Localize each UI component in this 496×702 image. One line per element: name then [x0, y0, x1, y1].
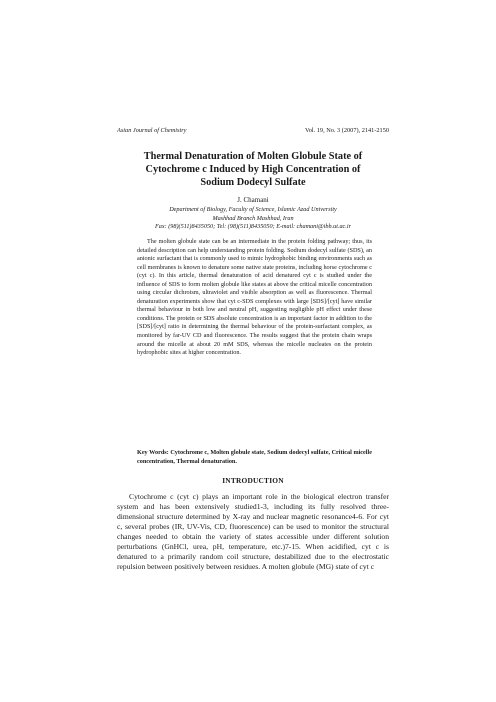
introduction-text: Cytochrome c (cyt c) plays an important role in the biological electron transfer system and has been extensively studied1-3, including its fully resolved three-dimensional structure determined by X-ray and nuclear magnetic resonance4-6. For cyt c, several probes (IR, UV-Vis, CD, fluorescence) can be used to monitor the structural changes needed to obtain the variety of states accessible under different solution perturbations (GnHCl, urea, pH, temperature, etc.)7-15. When acidified, cyt c is denatured to a primarily random coil structure, destabilized due to the electrostatic repulsion between positively between residues. A molten globule (MG) state of cyt c — [117, 492, 389, 572]
abstract — [137, 238, 372, 358]
running-header — [117, 127, 389, 134]
affiliation-line: Mashhad Branch Mashhad, Iran — [212, 214, 294, 222]
keywords: Key Words: Cytochrome c, Molten globule state, Sodium dodecyl sulfate, Critical micelle concentration, Thermal denaturation. — [137, 449, 372, 465]
affiliation — [117, 206, 389, 232]
title-line: Thermal Denaturation of Molten Globule State of — [143, 151, 363, 162]
abstract-text: The molten globule state can be an intermediate in the protein folding pathway; thus, its detailed description can help understanding protein folding. Sodium dodecyl sulfate (SDS), an anionic surfactant that is commonly used to mimic hydrophobic binding environments such as cell membranes is known to denature some native state proteins, including horse cytochrome c (cyt c). In this article, thermal denaturation of acid denatured cyt c is studied under the influence of SDS to form molten globule like states at above the critical micelle concentration using circular dichroism, ultraviolet and visible absorption as well as fluorescence. Thermal denaturation experiments show that cyt c-SDS complexes with large [SDS]/[cyt] have similar thermal behaviour in both low and neutral pH, suggesting negligible pH effect under these conditions. The protein or SDS absolute concentration is an important factor in addition to the [SDS]/[cyt] ratio in determining the thermal behaviour of the protein-surfactant complex, as monitored by far-UV CD and fluorescence. The results suggest that the protein chain wraps around the micelle at about 20 mM SDS, whereas the micelle nucleates on the protein hydrophobic sites at higher concentration. — [137, 238, 372, 357]
title-line: Cytochrome c Induced by High Concentration of — [145, 164, 361, 175]
introduction-heading: INTRODUCTION — [222, 476, 284, 485]
author-name: J. Chamani — [237, 196, 269, 204]
article-title — [117, 150, 389, 189]
affiliation-line: Department of Biology, Faculty of Science, Islamic Azad University — [169, 206, 337, 213]
title-line: Sodium Dodecyl Sulfate — [200, 177, 306, 188]
contact-line: Fax: (98)(511)8435050; Tel: (98)(511)8435050; E-mail: chamani@ibb.ut.ac.ir — [155, 223, 351, 231]
journal-name: Asian Journal of Chemistry — [117, 127, 187, 134]
citation: Vol. 19, No. 3 (2007), 2141-2150 — [304, 127, 389, 134]
introduction-body — [117, 492, 389, 572]
